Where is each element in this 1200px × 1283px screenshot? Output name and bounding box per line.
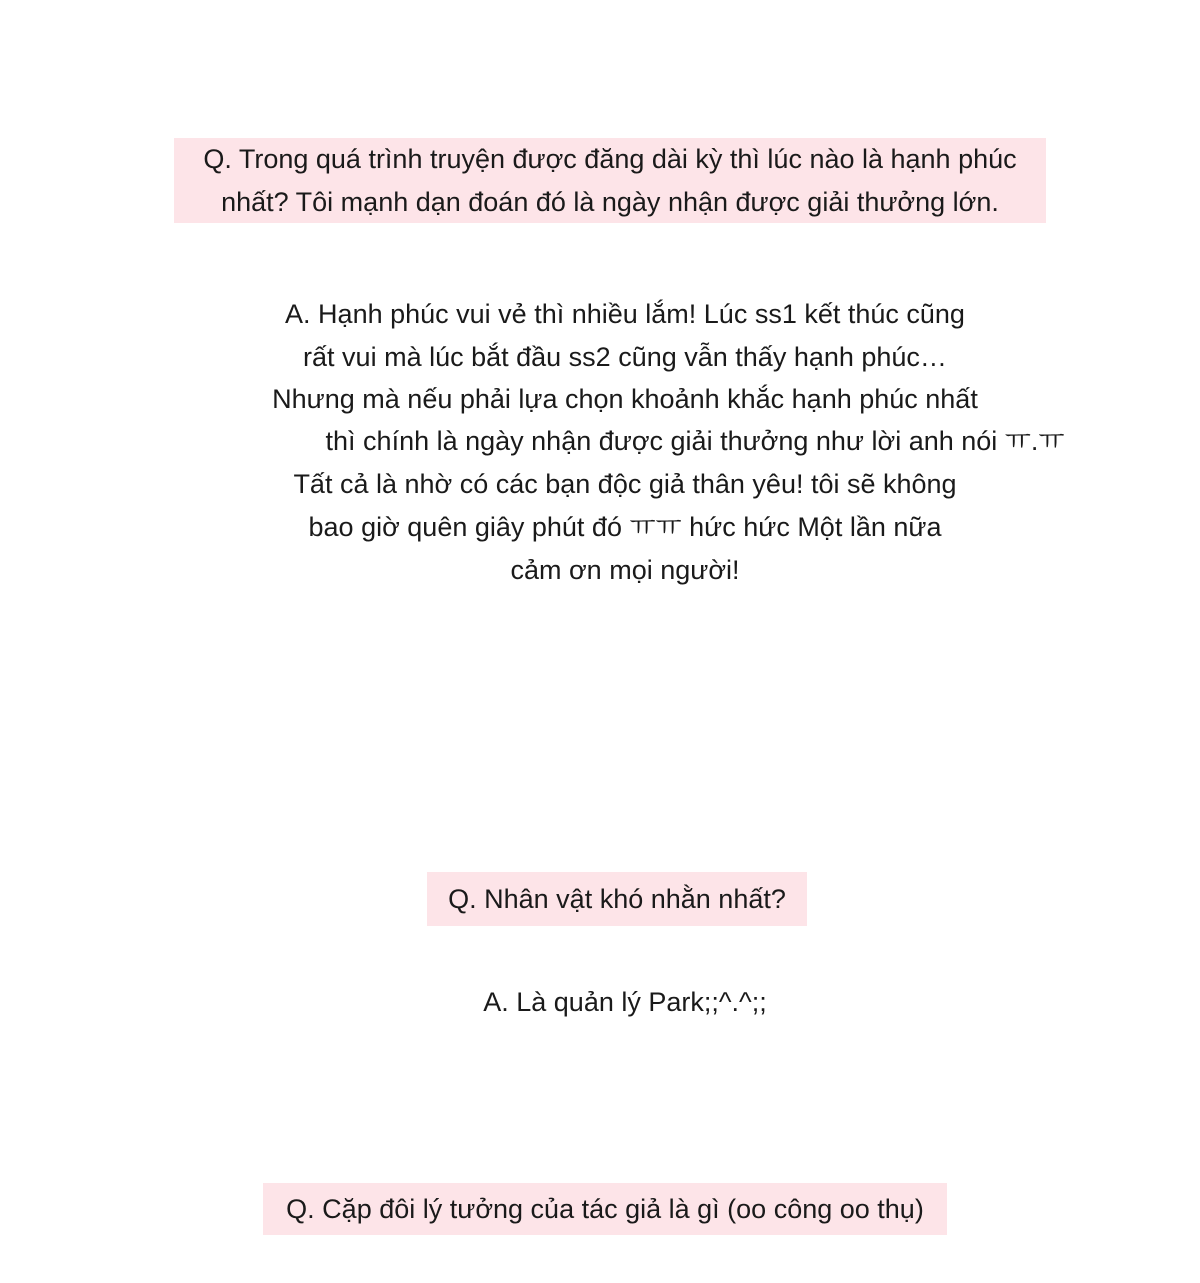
answer-1-line: thì chính là ngày nhận được giải thưởng như lời anh nói ㅠ.ㅠ [325,426,1065,456]
question-1-line: nhất? Tôi mạnh dạn đoán đó là ngày nhận được giải thưởng lớn. [221,187,999,217]
question-1 [174,138,1046,223]
answer-1-line: bao giờ quên giây phút đó ㅠㅠ hức hức Một lần nữa [308,512,942,542]
answer-1-line: rất vui mà lúc bắt đầu ss2 cũng vẫn thấy hạnh phúc… [303,342,947,372]
question-1-line: Q. Trong quá trình truyện được đăng dài kỳ thì lúc nào là hạnh phúc [203,144,1017,174]
question-3: Q. Cặp đôi lý tưởng của tác giả là gì (oo công oo thụ) [263,1183,947,1235]
answer-2: A. Là quản lý Park;;^.^;; [483,987,767,1017]
answer-1-line: Tất cả là nhờ có các bạn độc giả thân yêu! tôi sẽ không [293,469,957,499]
answer-1-line: cảm ơn mọi người! [510,555,740,585]
answer-1-line: A. Hạnh phúc vui vẻ thì nhiều lắm! Lúc ss1 kết thúc cũng [285,299,965,329]
question-2: Q. Nhân vật khó nhằn nhất? [427,872,807,926]
answer-1-line: Nhưng mà nếu phải lựa chọn khoảnh khắc hạnh phúc nhất [272,384,978,414]
